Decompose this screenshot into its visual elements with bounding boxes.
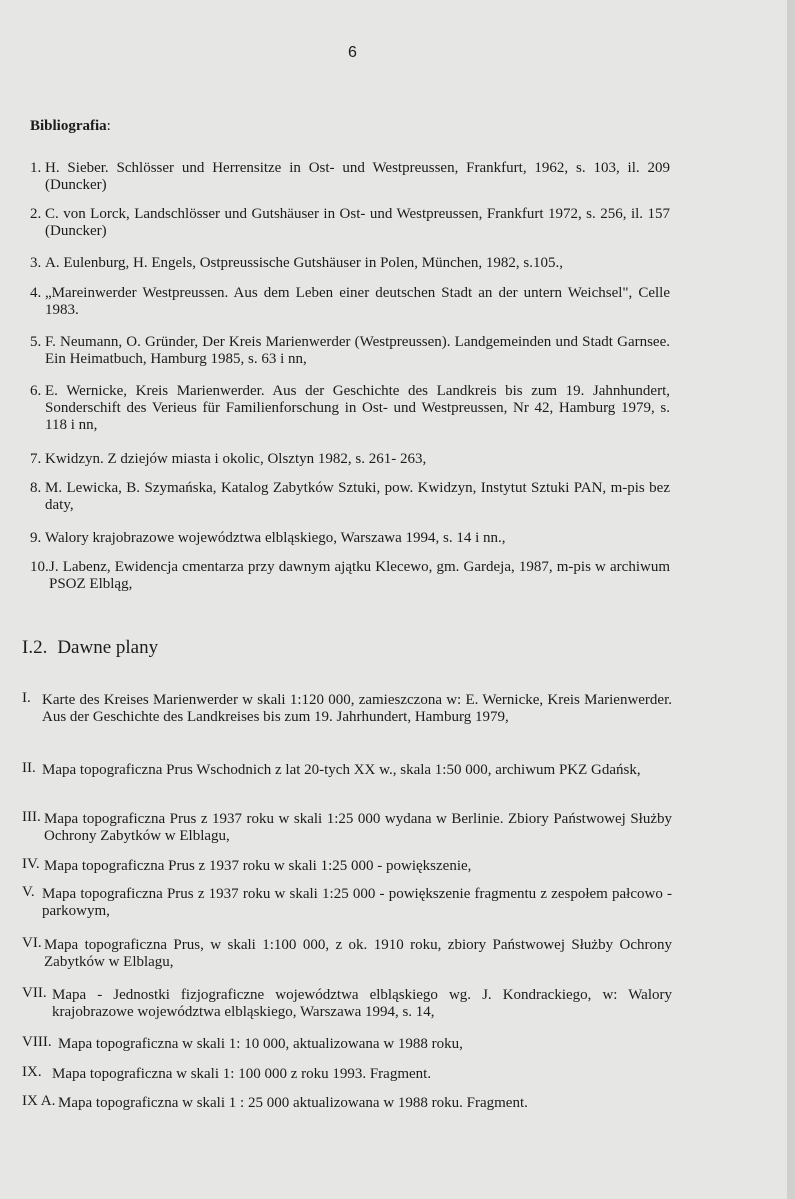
- bibliography-entry-6: [30, 383, 670, 434]
- entry-number: 8.: [30, 480, 42, 496]
- map-entry-4: [22, 858, 672, 875]
- entry-text: Mapa topograficzna Prus Wschodnich z lat 20-tych XX w., skala 1:50 000, archiwum PKZ Gdańsk,: [42, 762, 641, 778]
- entry-text: H. Sieber. Schlösser und Herrensitze in Ost- und Westpreussen, Frankfurt, 1962, s. 103, il. 209 (Duncker): [45, 160, 670, 193]
- section-title: Dawne plany: [57, 637, 159, 658]
- bibliography-entry-8: [30, 480, 670, 514]
- bibliography-entry-7: [30, 451, 670, 468]
- map-entry-2: [22, 762, 672, 779]
- entry-number: 5.: [30, 334, 42, 350]
- entry-number: II.: [22, 760, 36, 776]
- entry-text: Mapa topograficzna w skali 1 : 25 000 aktualizowana w 1988 roku. Fragment.: [58, 1095, 528, 1111]
- entry-number: I.: [22, 690, 31, 706]
- entry-text: F. Neumann, O. Gründer, Der Kreis Marienwerder (Westpreussen). Landgemeinden und Stadt Garnsee. Ein Heimatbuch, Hamburg 1985, s. 63 i nn,: [45, 334, 670, 367]
- entry-number: VIII.: [22, 1034, 52, 1050]
- bibliography-entry-5: [30, 334, 670, 368]
- bibliography-heading-colon: :: [106, 118, 111, 134]
- entry-text: Walory krajobrazowe województwa elbląskiego, Warszawa 1994, s. 14 i nn.,: [45, 530, 506, 546]
- bibliography-heading: [30, 118, 111, 135]
- entry-text: J. Labenz, Ewidencja cmentarza przy dawnym ajątku Klecewo, gm. Gardeja, 1987, m-pis w archiwum PSOZ Elbląg,: [49, 559, 670, 592]
- entry-number: 6.: [30, 383, 42, 399]
- entry-text: Mapa topograficzna Prus z 1937 roku w skali 1:25 000 wydana w Berlinie. Zbiory Państwowej Służby Ochrony Zabytków w Elblagu,: [44, 811, 672, 844]
- map-entry-8: [22, 1036, 672, 1053]
- entry-number: IX A.: [22, 1093, 56, 1109]
- entry-number: 1.: [30, 160, 42, 176]
- map-entry-3: [22, 811, 672, 845]
- map-entry-5: [22, 886, 672, 920]
- entry-number: 7.: [30, 451, 42, 467]
- entry-number: 2.: [30, 206, 42, 222]
- entry-number: 10.: [30, 559, 49, 575]
- entry-number: 9.: [30, 530, 42, 546]
- entry-number: VII.: [22, 985, 47, 1001]
- entry-text: Karte des Kreises Marienwerder w skali 1:120 000, zamieszczona w: E. Wernicke, Kreis Marienwerder. Aus der Geschichte des Landkreises bis zum 19. Jahrhundert, Hamburg 1979,: [42, 692, 672, 725]
- entry-text: Mapa topograficzna Prus, w skali 1:100 000, z ok. 1910 roku, zbiory Państwowej Służby Ochrony Zabytków w Elblagu,: [44, 937, 672, 970]
- map-entry-1: [22, 692, 672, 726]
- map-entry-6: [22, 937, 672, 971]
- entry-number: VI.: [22, 935, 42, 951]
- entry-text: „Mareinwerder Westpreussen. Aus dem Leben einer deutschen Stadt an der untern Weichsel", Celle 1983.: [45, 285, 670, 318]
- entry-text: C. von Lorck, Landschlösser und Gutshäuser in Ost- und Westpreussen, Frankfurt 1972, s. 256, il. 157 (Duncker): [45, 206, 670, 239]
- entry-text: M. Lewicka, B. Szymańska, Katalog Zabytków Sztuki, pow. Kwidzyn, Instytut Sztuki PAN, m-pis bez daty,: [45, 480, 670, 513]
- entry-number: IX.: [22, 1064, 42, 1080]
- entry-text: E. Wernicke, Kreis Marienwerder. Aus der Geschichte des Landkreis bis zum 19. Jahnhundert, Sonderschift des Verieus für Familienforschung in Ost- und Westpreussen, Nr 42, Hamburg 1979, s. 118 i nn,: [45, 383, 670, 433]
- bibliography-heading-text: Bibliografia: [30, 118, 107, 134]
- section-heading: [22, 637, 158, 659]
- entry-text: Mapa topograficzna w skali 1: 10 000, aktualizowana w 1988 roku,: [58, 1036, 463, 1052]
- bibliography-entry-3: [30, 255, 670, 272]
- map-entry-9: [22, 1066, 672, 1083]
- entry-number: V.: [22, 884, 35, 900]
- bibliography-entry-2: [30, 206, 670, 240]
- bibliography-entry-9: [30, 530, 670, 547]
- page-edge-shadow: [787, 0, 795, 1199]
- entry-text: Mapa topograficzna Prus z 1937 roku w skali 1:25 000 - powiększenie,: [44, 858, 472, 874]
- entry-text: Mapa - Jednostki fizjograficzne województwa elbląskiego wg. J. Kondrackiego, w: Walory krajobrazowe województwa elbląskiego, Warszawa 1994, s. 14,: [52, 987, 672, 1020]
- entry-number: IV.: [22, 856, 40, 872]
- page-number: 6: [348, 44, 357, 61]
- map-entry-7: [22, 987, 672, 1021]
- section-number: I.2.: [22, 637, 48, 658]
- entry-text: A. Eulenburg, H. Engels, Ostpreussische Gutshäuser in Polen, München, 1982, s.105.,: [45, 255, 563, 271]
- map-entry-10: [22, 1095, 672, 1112]
- entry-number: 3.: [30, 255, 42, 271]
- entry-text: Mapa topograficzna w skali 1: 100 000 z roku 1993. Fragment.: [52, 1066, 432, 1082]
- entry-number: 4.: [30, 285, 42, 301]
- bibliography-entry-1: [30, 160, 670, 194]
- entry-text: Mapa topograficzna Prus z 1937 roku w skali 1:25 000 - powiększenie fragmentu z zespołem pałcowo - parkowym,: [42, 886, 672, 919]
- bibliography-entry-10: [30, 559, 670, 593]
- bibliography-entry-4: [30, 285, 670, 319]
- entry-number: III.: [22, 809, 41, 825]
- entry-text: Kwidzyn. Z dziejów miasta i okolic, Olsztyn 1982, s. 261- 263,: [45, 451, 427, 467]
